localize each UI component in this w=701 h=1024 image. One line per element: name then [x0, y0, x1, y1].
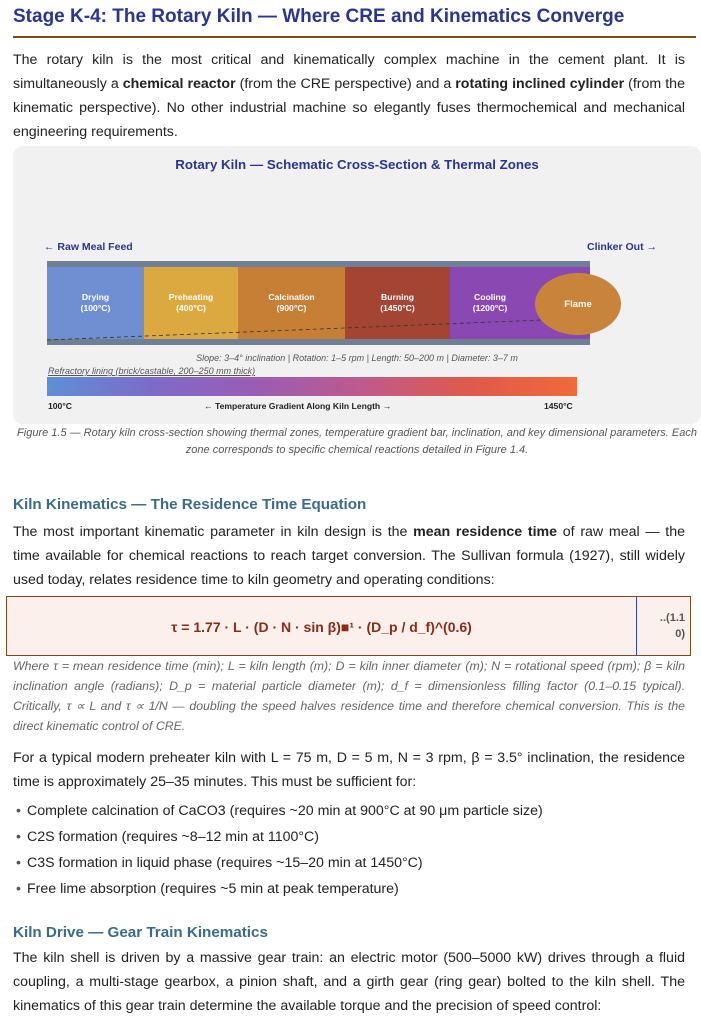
equation-box: [6, 596, 691, 656]
zone-name: Preheating: [168, 292, 214, 302]
typical-kiln-paragraph: For a typical modern preheater kiln with L = 75 m, D = 5 m, N = 3 rpm, β = 3.5° inclination, the residence time is approximately 25–35 minutes. This must be sufficient for:: [13, 750, 685, 790]
list-item: • C3S formation in liquid phase (requires ~15–20 min at 1450°C): [16, 850, 543, 876]
zone-name: Calcination: [268, 292, 315, 302]
clinker-out-label: Clinker Out →: [587, 241, 658, 253]
list-item: • Free lime absorption (requires ~5 min at peak temperature): [16, 876, 543, 902]
equation-variable-definitions: Where τ = mean residence time (min); L = kiln length (m); D = kiln inner diameter (m); N = rotational speed (rpm); β = kiln inclination angle (radians); D_p = material particle diameter (m); d_f = dimensionless filling factor (0.1–0.15 typical). Critically, τ ∝ L and τ ∝ 1/N — doubling the speed halves residence time and therefore chemical conversion. This is the direct kinematic control of CRE.: [13, 659, 685, 733]
kinematics-paragraph: [13, 520, 685, 592]
kinematics-bold-1: mean residence time: [413, 524, 558, 540]
zone-temp: (100°C): [80, 303, 111, 313]
refractory-lining-label: Refractory lining (brick/castable, 200–250 mm thick): [48, 366, 256, 376]
kiln-figure: [13, 146, 701, 424]
section-heading-drive: Kiln Drive — Gear Train Kinematics: [13, 924, 268, 941]
figure-title: Rotary Kiln — Schematic Cross-Section & Thermal Zones: [175, 157, 539, 172]
figure-caption: Figure 1.5 — Rotary kiln cross-section showing thermal zones, temperature gradient bar, inclination, and key dimensional parameters. Each zone corresponds to specific chemical reactions detailed in Figure 1.4.: [17, 427, 697, 456]
equation-divider: [636, 597, 637, 655]
zone-temp: (900°C): [276, 303, 307, 313]
intro-text-1: The rotary kiln is the most critical and kinematically complex machine in the cement plant. It is simultaneously a: [13, 52, 685, 92]
list-item: • C2S formation (requires ~8–12 min at 1100°C): [16, 824, 543, 850]
zone-temp: (400°C): [176, 303, 206, 313]
intro-text-2: (from the CRE perspective) and a: [235, 76, 456, 92]
zone-name: Cooling: [474, 292, 506, 302]
inclination-line: [47, 318, 547, 342]
intro-bold-2: rotating inclined cylinder: [455, 76, 625, 92]
temperature-gradient-bar: [47, 377, 577, 396]
equation-number: [641, 610, 685, 642]
equation-number-line-1: ..(1.1: [659, 612, 685, 624]
requirements-list: [16, 798, 543, 902]
zone-temp: (1200°C): [472, 303, 508, 313]
intro-bold-1: chemical reactor: [122, 76, 236, 92]
zone-name: Burning: [381, 292, 414, 302]
zone-temp: (1450°C): [380, 303, 415, 313]
kiln-parameters-text: Slope: 3–4° inclination | Rotation: 1–5 rpm | Length: 50–200 m | Diameter: 3–7 m: [196, 353, 518, 363]
residence-time-equation: τ = 1.77 · L · (D · N · sin β)■¹ · (D_p / d_f)^(0.6): [171, 619, 472, 635]
drive-paragraph: The kiln shell is driven by a massive gear train: an electric motor (500–5000 kW) drives through a fluid coupling, a multi-stage gearbox, a pinion shaft, and a girth gear (ring gear) bolted to the kiln shell. The kinematics of this gear train determine the available torque and the precision of speed control:: [13, 950, 685, 1014]
section-heading-kinematics: Kiln Kinematics — The Residence Time Equation: [13, 496, 367, 513]
kinematics-text-1: The most important kinematic parameter in kiln design is the: [13, 524, 414, 540]
intro-text-3: (from the kinematic perspective). No other industrial machine so elegantly fuses thermochemical and mechanical engineering requirements.: [13, 76, 685, 140]
raw-meal-feed-label: ← Raw Meal Feed: [44, 241, 133, 253]
gradient-start-label: 100°C: [48, 401, 72, 411]
list-item: • Complete calcination of CaCO3 (requires ~20 min at 900°C at 90 μm particle size): [16, 798, 543, 824]
flame: Flame: [535, 273, 621, 335]
zone-name: Drying: [81, 292, 110, 302]
intro-paragraph: [13, 48, 685, 144]
page-title: Stage K-4: The Rotary Kiln — Where CRE and Kinematics Converge: [13, 6, 625, 27]
gradient-axis-label: ← Temperature Gradient Along Kiln Length →: [204, 401, 392, 411]
kinematics-text-2: of raw meal — the time available for chemical reactions to reach target conversion. The Sullivan formula (1927), still widely used today, relates residence time to kiln geometry and operating conditions:: [13, 524, 685, 588]
equation-number-line-2: 0): [675, 628, 685, 640]
gradient-end-label: 1450°C: [544, 401, 573, 411]
title-rule: [13, 36, 696, 38]
